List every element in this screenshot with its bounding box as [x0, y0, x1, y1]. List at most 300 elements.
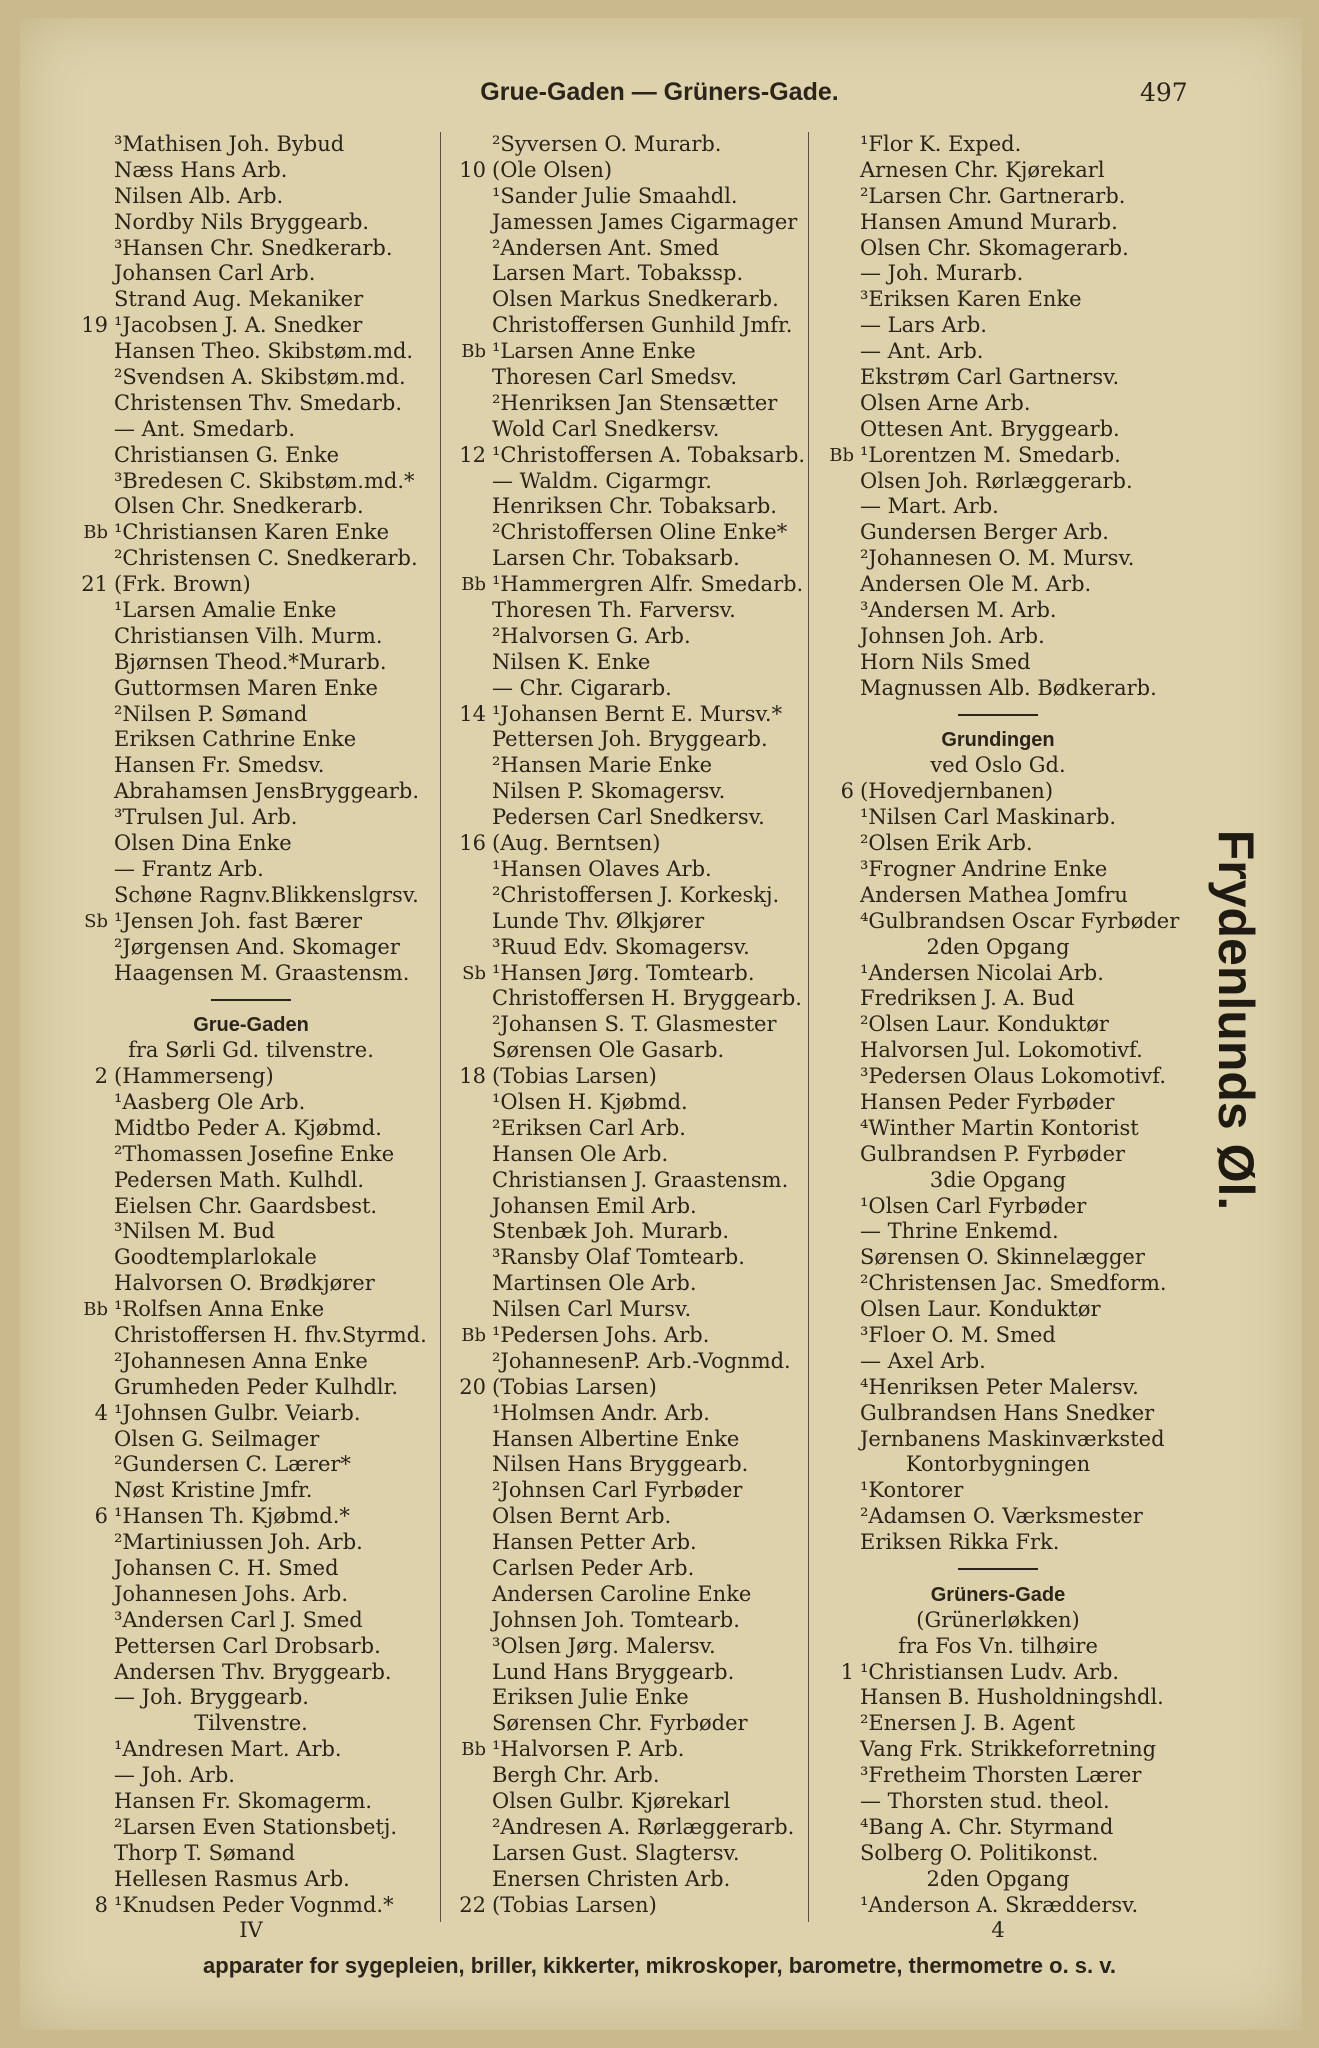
directory-entry	[808, 1478, 1188, 1504]
entry-prefix	[62, 1271, 114, 1297]
entry-prefix: 8	[94, 1892, 108, 1917]
page-header: Grue-Gaden — Grüners-Gade.	[480, 78, 839, 106]
directory-entry	[808, 1401, 1188, 1427]
entry-prefix	[440, 1763, 492, 1789]
directory-entry	[62, 1608, 440, 1634]
entry-prefix	[808, 883, 860, 909]
directory-entry	[808, 1427, 1188, 1453]
entry-prefix	[440, 883, 492, 909]
entry-prefix	[62, 1737, 114, 1763]
entry-text: Halvorsen Jul. Lokomotivf.	[860, 1038, 1143, 1063]
entry-text: ²Eriksen Carl Arb.	[492, 1115, 686, 1140]
entry-prefix	[808, 1090, 860, 1116]
entry-prefix	[440, 650, 492, 676]
entry-text: Martinsen Ole Arb.	[492, 1271, 697, 1296]
directory-entry	[440, 1789, 810, 1815]
entry-prefix	[808, 909, 860, 935]
entry-text: ³Nilsen M. Bud	[114, 1219, 275, 1244]
entry-prefix	[808, 1271, 860, 1297]
directory-entry	[808, 339, 1188, 365]
directory-entry	[62, 1194, 440, 1220]
entry-text: ²Enersen J. B. Agent	[860, 1711, 1076, 1736]
directory-entry	[808, 287, 1188, 313]
entry-prefix	[440, 1504, 492, 1530]
entry-prefix	[62, 1815, 114, 1841]
entry-prefix	[62, 624, 114, 650]
directory-entry	[808, 1504, 1188, 1530]
entry-prefix	[440, 1452, 492, 1478]
directory-entry	[808, 598, 1188, 624]
entry-text: ²Andresen A. Rørlæggerarb.	[492, 1814, 795, 1839]
entry-prefix: 6	[840, 779, 854, 804]
directory-entry	[62, 1867, 440, 1893]
directory-entry	[808, 520, 1188, 546]
entry-text: Olsen Dina Enke	[114, 831, 292, 856]
directory-entry	[440, 1271, 810, 1297]
entry-prefix	[62, 753, 114, 779]
directory-entry	[808, 1375, 1188, 1401]
entry-text: Olsen Chr. Skomagerarb.	[860, 235, 1129, 260]
entry-prefix: 1	[840, 1659, 854, 1684]
entry-text: Lunde Thv. Ølkjører	[492, 908, 705, 933]
entry-text: Andersen Ole M. Arb.	[860, 572, 1092, 597]
directory-entry	[440, 1660, 810, 1686]
entry-prefix	[62, 1530, 114, 1556]
entry-text: ¹Aasberg Ole Arb.	[114, 1089, 306, 1114]
entry-text: Thoresen Th. Farversv.	[492, 598, 736, 623]
directory-entry	[440, 1349, 810, 1375]
directory-entry	[62, 702, 440, 728]
entry-prefix	[440, 1660, 492, 1686]
entry-text: ²Hansen Marie Enke	[492, 753, 713, 778]
directory-entry	[440, 1893, 810, 1919]
directory-entry	[62, 546, 440, 572]
directory-entry	[440, 727, 810, 753]
entry-text: ¹Christiansen Karen Enke	[114, 520, 390, 545]
entry-text: Christiansen J. Graastensm.	[492, 1167, 789, 1192]
entry-prefix	[440, 676, 492, 702]
entry-prefix	[62, 857, 114, 883]
entry-prefix	[808, 1012, 860, 1038]
entry-prefix	[62, 1478, 114, 1504]
directory-entry	[62, 1789, 440, 1815]
entry-text: ²Adamsen O. Værksmester	[860, 1504, 1143, 1529]
directory-entry	[808, 158, 1188, 184]
directory-entry	[440, 1375, 810, 1401]
entry-text: ³Floer O. M. Smed	[860, 1322, 1056, 1347]
directory-entry	[440, 1219, 810, 1245]
directory-entry	[440, 598, 810, 624]
entry-prefix	[808, 158, 860, 184]
directory-entry	[440, 624, 810, 650]
directory-entry	[62, 210, 440, 236]
entry-text: (Ole Olsen)	[492, 157, 613, 182]
entry-text: ²Syversen O. Murarb.	[492, 132, 722, 156]
entry-text: Nilsen Hans Bryggearb.	[492, 1452, 749, 1477]
directory-entry	[808, 779, 1188, 805]
entry-prefix	[62, 727, 114, 753]
directory-entry	[62, 1168, 440, 1194]
entry-prefix	[62, 1245, 114, 1271]
entry-text: Hansen Ole Arb.	[492, 1141, 669, 1166]
entry-text: Hansen Fr. Smedsv.	[114, 753, 325, 778]
entry-prefix	[62, 1116, 114, 1142]
directory-entry	[440, 1815, 810, 1841]
entry-prefix: 22	[459, 1892, 486, 1917]
entry-prefix	[62, 1867, 114, 1893]
entry-prefix	[62, 1219, 114, 1245]
directory-entry	[440, 1841, 810, 1867]
entry-prefix	[808, 1893, 860, 1919]
entry-text: Nilsen Alb. Arb.	[114, 183, 284, 208]
page-number: 497	[1140, 78, 1188, 107]
directory-entry	[62, 805, 440, 831]
directory-entry	[62, 1090, 440, 1116]
entry-text: ¹Jensen Joh. fast Bærer	[114, 908, 362, 933]
entry-prefix	[62, 339, 114, 365]
column-2	[440, 132, 810, 1918]
entry-text: Næss Hans Arb.	[114, 157, 288, 182]
column-1	[62, 132, 440, 1944]
entry-prefix	[440, 1012, 492, 1038]
entry-prefix: 12	[459, 442, 486, 467]
entry-text: ²Olsen Erik Arb.	[860, 831, 1033, 856]
entry-prefix	[808, 236, 860, 262]
directory-entry	[808, 909, 1188, 935]
entry-prefix: Bb	[461, 341, 486, 363]
entry-text: ⁴Bang A. Chr. Styrmand	[860, 1814, 1114, 1839]
directory-entry	[808, 313, 1188, 339]
entry-text: Johansen C. H. Smed	[114, 1555, 339, 1580]
directory-entry	[440, 210, 810, 236]
entry-prefix	[440, 986, 492, 1012]
entry-prefix	[440, 1142, 492, 1168]
directory-entry	[440, 391, 810, 417]
directory-entry	[62, 1142, 440, 1168]
entry-prefix	[808, 572, 860, 598]
entry-text: Enersen Christen Arb.	[492, 1866, 731, 1891]
entry-text: ⁴Henriksen Peter Malersv.	[860, 1374, 1139, 1399]
directory-entry	[808, 210, 1188, 236]
entry-text: Johansen Emil Arb.	[492, 1193, 697, 1218]
entry-prefix	[440, 261, 492, 287]
entry-prefix	[808, 1711, 860, 1737]
directory-entry	[440, 1478, 810, 1504]
directory-entry	[62, 520, 440, 546]
directory-entry	[62, 961, 440, 987]
entry-prefix: 16	[459, 831, 486, 856]
entry-text: ¹Pedersen Johs. Arb.	[492, 1322, 710, 1347]
entry-prefix	[440, 1116, 492, 1142]
entry-text: Nordby Nils Bryggearb.	[114, 209, 370, 234]
entry-text: Henriksen Chr. Tobaksarb.	[492, 494, 777, 519]
entry-prefix	[440, 1530, 492, 1556]
entry-prefix	[62, 650, 114, 676]
entry-prefix	[808, 1142, 860, 1168]
street-heading: Grüners-Gade	[930, 1583, 1066, 1606]
centered-note: 2den Opgang	[926, 934, 1070, 959]
entry-text: ³Fretheim Thorsten Lærer	[860, 1763, 1142, 1788]
entry-prefix	[62, 261, 114, 287]
directory-entry	[440, 883, 810, 909]
entry-prefix	[808, 961, 860, 987]
entry-prefix	[440, 546, 492, 572]
column-3	[808, 132, 1188, 1944]
directory-entry	[808, 1245, 1188, 1271]
directory-entry	[62, 469, 440, 495]
entry-text: ²Olsen Laur. Konduktør	[860, 1012, 1109, 1037]
entry-prefix	[62, 805, 114, 831]
entry-text: Olsen Laur. Konduktør	[860, 1297, 1101, 1322]
directory-entry	[440, 1763, 810, 1789]
entry-text: ¹Hansen Jørg. Tomtearb.	[492, 960, 755, 985]
entry-text: Jernbanens Maskinværksted	[860, 1426, 1165, 1451]
entry-text: (Tobias Larsen)	[492, 1064, 657, 1089]
entry-prefix	[440, 1711, 492, 1737]
entry-prefix	[62, 1142, 114, 1168]
directory-entry	[62, 1478, 440, 1504]
entry-text: Hansen B. Husholdningshdl.	[860, 1685, 1164, 1710]
entry-text: — Lars Arb.	[860, 313, 987, 338]
entry-prefix	[62, 443, 114, 469]
entry-text: ²Johnsen Carl Fyrbøder	[492, 1478, 743, 1503]
entry-prefix	[440, 1789, 492, 1815]
directory-entry	[62, 1245, 440, 1271]
entry-text: Jamessen James Cigarmager	[492, 209, 798, 234]
entry-prefix	[440, 132, 492, 158]
entry-prefix	[62, 1323, 114, 1349]
entry-prefix	[440, 1194, 492, 1220]
entry-text: Arnesen Chr. Kjørekarl	[860, 157, 1105, 182]
entry-prefix	[808, 650, 860, 676]
directory-entry	[808, 857, 1188, 883]
entry-prefix	[808, 1478, 860, 1504]
directory-entry	[62, 1375, 440, 1401]
directory-entry	[440, 1142, 810, 1168]
entry-prefix	[440, 805, 492, 831]
entry-prefix	[808, 1504, 860, 1530]
directory-entry	[440, 339, 810, 365]
directory-entry	[62, 1323, 440, 1349]
entry-prefix	[808, 1038, 860, 1064]
directory-entry	[808, 1038, 1188, 1064]
entry-prefix	[62, 1634, 114, 1660]
entry-text: ²Svendsen A. Skibstøm.md.	[114, 365, 406, 390]
directory-entry	[808, 1893, 1188, 1919]
entry-prefix	[808, 1323, 860, 1349]
entry-prefix	[440, 391, 492, 417]
entry-text: Andersen Mathea Jomfru	[860, 882, 1128, 907]
directory-entry	[440, 261, 810, 287]
centered-note: 4	[991, 1918, 1005, 1943]
entry-text: ¹Halvorsen P. Arb.	[492, 1737, 685, 1762]
directory-entry	[440, 1064, 810, 1090]
entry-text: Olsen Gulbr. Kjørekarl	[492, 1789, 731, 1813]
directory-entry	[808, 391, 1188, 417]
entry-text: Ekstrøm Carl Gartnersv.	[860, 365, 1120, 390]
entry-prefix	[440, 1271, 492, 1297]
entry-prefix	[62, 469, 114, 495]
entry-prefix	[62, 702, 114, 728]
entry-text: Wold Carl Snedkersv.	[492, 416, 720, 441]
entry-text: ¹Lorentzen M. Smedarb.	[860, 442, 1121, 467]
entry-text: Christoffersen H. fhv.Styrmd.	[114, 1322, 427, 1347]
entry-prefix	[440, 1168, 492, 1194]
entry-text: Nilsen K. Enke	[492, 649, 651, 674]
entry-text: (Aug. Berntsen)	[492, 831, 661, 856]
entry-prefix	[808, 210, 860, 236]
directory-entry	[808, 831, 1188, 857]
entry-prefix	[62, 546, 114, 572]
entry-prefix: 6	[94, 1504, 108, 1529]
entry-text: ¹Christiansen Ludv. Arb.	[860, 1659, 1120, 1684]
entry-text: ¹Johnsen Gulbr. Veiarb.	[114, 1400, 361, 1425]
directory-entry	[808, 1064, 1188, 1090]
entry-prefix	[440, 365, 492, 391]
entry-text: Johannesen Johs. Arb.	[114, 1581, 349, 1606]
entry-text: — Axel Arb.	[860, 1348, 986, 1373]
section-separator	[62, 986, 440, 1012]
entry-text: Vang Frk. Strikkeforretning	[860, 1737, 1157, 1762]
directory-entry	[440, 1582, 810, 1608]
entry-prefix	[440, 1815, 492, 1841]
directory-entry	[62, 1893, 440, 1919]
directory-entry	[62, 1401, 440, 1427]
directory-entry	[440, 365, 810, 391]
directory-entry	[808, 1711, 1188, 1737]
entry-prefix: Bb	[829, 444, 854, 466]
entry-prefix	[62, 1168, 114, 1194]
entry-text: Andersen Caroline Enke	[492, 1581, 752, 1606]
entry-prefix: Bb	[83, 1299, 108, 1321]
entry-text: ¹Johansen Bernt E. Mursv.*	[492, 701, 783, 726]
entry-text: Hansen Petter Arb.	[492, 1530, 697, 1555]
entry-text: ¹Andersen Nicolai Arb.	[860, 960, 1104, 985]
directory-entry	[440, 1401, 810, 1427]
entry-text: Pettersen Joh. Bryggearb.	[492, 727, 768, 752]
entry-text: Pedersen Math. Kulhdl.	[114, 1167, 365, 1192]
entry-prefix	[808, 1685, 860, 1711]
directory-entry	[62, 1582, 440, 1608]
directory-entry	[808, 1841, 1188, 1867]
entry-prefix	[62, 1556, 114, 1582]
directory-entry	[440, 520, 810, 546]
entry-text: Thorp T. Sømand	[114, 1840, 296, 1865]
directory-entry	[440, 572, 810, 598]
directory-entry	[808, 1349, 1188, 1375]
entry-text: ¹Knudsen Peder Vognmd.*	[114, 1892, 394, 1917]
entry-text: ¹Sander Julie Smaahdl.	[492, 183, 738, 208]
directory-entry	[808, 1815, 1188, 1841]
directory-entry	[808, 1271, 1188, 1297]
entry-text: ¹Hansen Olaves Arb.	[492, 856, 712, 881]
entry-text: Pettersen Carl Drobsarb.	[114, 1633, 381, 1658]
entry-text: ¹Flor K. Exped.	[860, 132, 1022, 156]
entry-prefix	[808, 132, 860, 158]
directory-entry	[440, 805, 810, 831]
directory-entry	[440, 1504, 810, 1530]
entry-text: Hansen Albertine Enke	[492, 1426, 740, 1451]
entry-prefix	[808, 1841, 860, 1867]
entry-text: Nøst Kristine Jmfr.	[114, 1478, 313, 1503]
entry-prefix	[808, 1737, 860, 1763]
entry-text: Bergh Chr. Arb.	[492, 1763, 660, 1788]
entry-text: ¹Andresen Mart. Arb.	[114, 1737, 342, 1762]
entry-prefix: 4	[94, 1400, 108, 1425]
entry-prefix	[62, 236, 114, 262]
entry-text: ¹Christoffersen A. Tobaksarb.	[492, 442, 806, 467]
directory-entry	[440, 1737, 810, 1763]
directory-entry	[440, 650, 810, 676]
directory-entry	[440, 1427, 810, 1453]
entry-prefix: 20	[459, 1374, 486, 1399]
entry-prefix	[440, 1219, 492, 1245]
directory-entry	[62, 1427, 440, 1453]
directory-entry	[808, 624, 1188, 650]
entry-prefix	[440, 1608, 492, 1634]
directory-entry	[62, 753, 440, 779]
directory-entry	[62, 831, 440, 857]
entry-prefix	[808, 494, 860, 520]
entry-prefix	[808, 831, 860, 857]
entry-text: ²Larsen Even Stationsbetj.	[114, 1814, 398, 1839]
entry-prefix: Bb	[461, 1739, 486, 1761]
entry-prefix	[440, 857, 492, 883]
entry-prefix	[440, 1427, 492, 1453]
entry-text: Hellesen Rasmus Arb.	[114, 1866, 350, 1891]
directory-entry	[808, 986, 1188, 1012]
entry-text: Ottesen Ant. Bryggearb.	[860, 416, 1120, 441]
entry-text: ²Andersen Ant. Smed	[492, 235, 720, 260]
entry-text: Halvorsen O. Brødkjører	[114, 1271, 375, 1296]
entry-prefix	[62, 158, 114, 184]
entry-text: Eriksen Cathrine Enke	[114, 727, 357, 752]
entry-prefix	[62, 598, 114, 624]
entry-text: ¹Olsen H. Kjøbmd.	[492, 1089, 688, 1114]
directory-entry	[62, 1737, 440, 1763]
directory-entry	[440, 935, 810, 961]
side-ad-text: Frydenlunds Øl.	[1208, 829, 1264, 1211]
entry-text: ¹Larsen Amalie Enke	[114, 598, 337, 623]
entry-text: ³Trulsen Jul. Arb.	[114, 805, 298, 830]
directory-entry	[440, 1116, 810, 1142]
directory-entry	[62, 158, 440, 184]
directory-entry	[808, 650, 1188, 676]
entry-prefix	[808, 805, 860, 831]
entry-text: ³Andersen Carl J. Smed	[114, 1607, 363, 1632]
entry-text: Lund Hans Bryggearb.	[492, 1659, 735, 1684]
entry-text: Larsen Chr. Tobaksarb.	[492, 546, 740, 571]
entry-text: ³Andersen M. Arb.	[860, 598, 1057, 623]
directory-entry	[62, 1219, 440, 1245]
entry-prefix	[62, 935, 114, 961]
entry-prefix	[808, 598, 860, 624]
entry-text: ³Olsen Jørg. Malersv.	[492, 1633, 716, 1658]
entry-prefix	[808, 184, 860, 210]
directory-entry	[62, 598, 440, 624]
entry-text: Horn Nils Smed	[860, 649, 1031, 674]
directory-entry	[440, 158, 810, 184]
entry-text: Hansen Amund Murarb.	[860, 209, 1118, 234]
entry-text: — Joh. Murarb.	[860, 261, 1024, 286]
centered-note: 3die Opgang	[929, 1167, 1067, 1192]
directory-entry	[440, 1634, 810, 1660]
entry-text: ³Mathisen Joh. Bybud	[114, 132, 345, 156]
centered-note: ved Oslo Gd.	[930, 753, 1066, 778]
entry-text: Fredriksen J. A. Bud	[860, 986, 1075, 1011]
entry-text: ²JohannesenP. Arb.-Vognmd.	[492, 1348, 791, 1373]
entry-prefix	[440, 1349, 492, 1375]
